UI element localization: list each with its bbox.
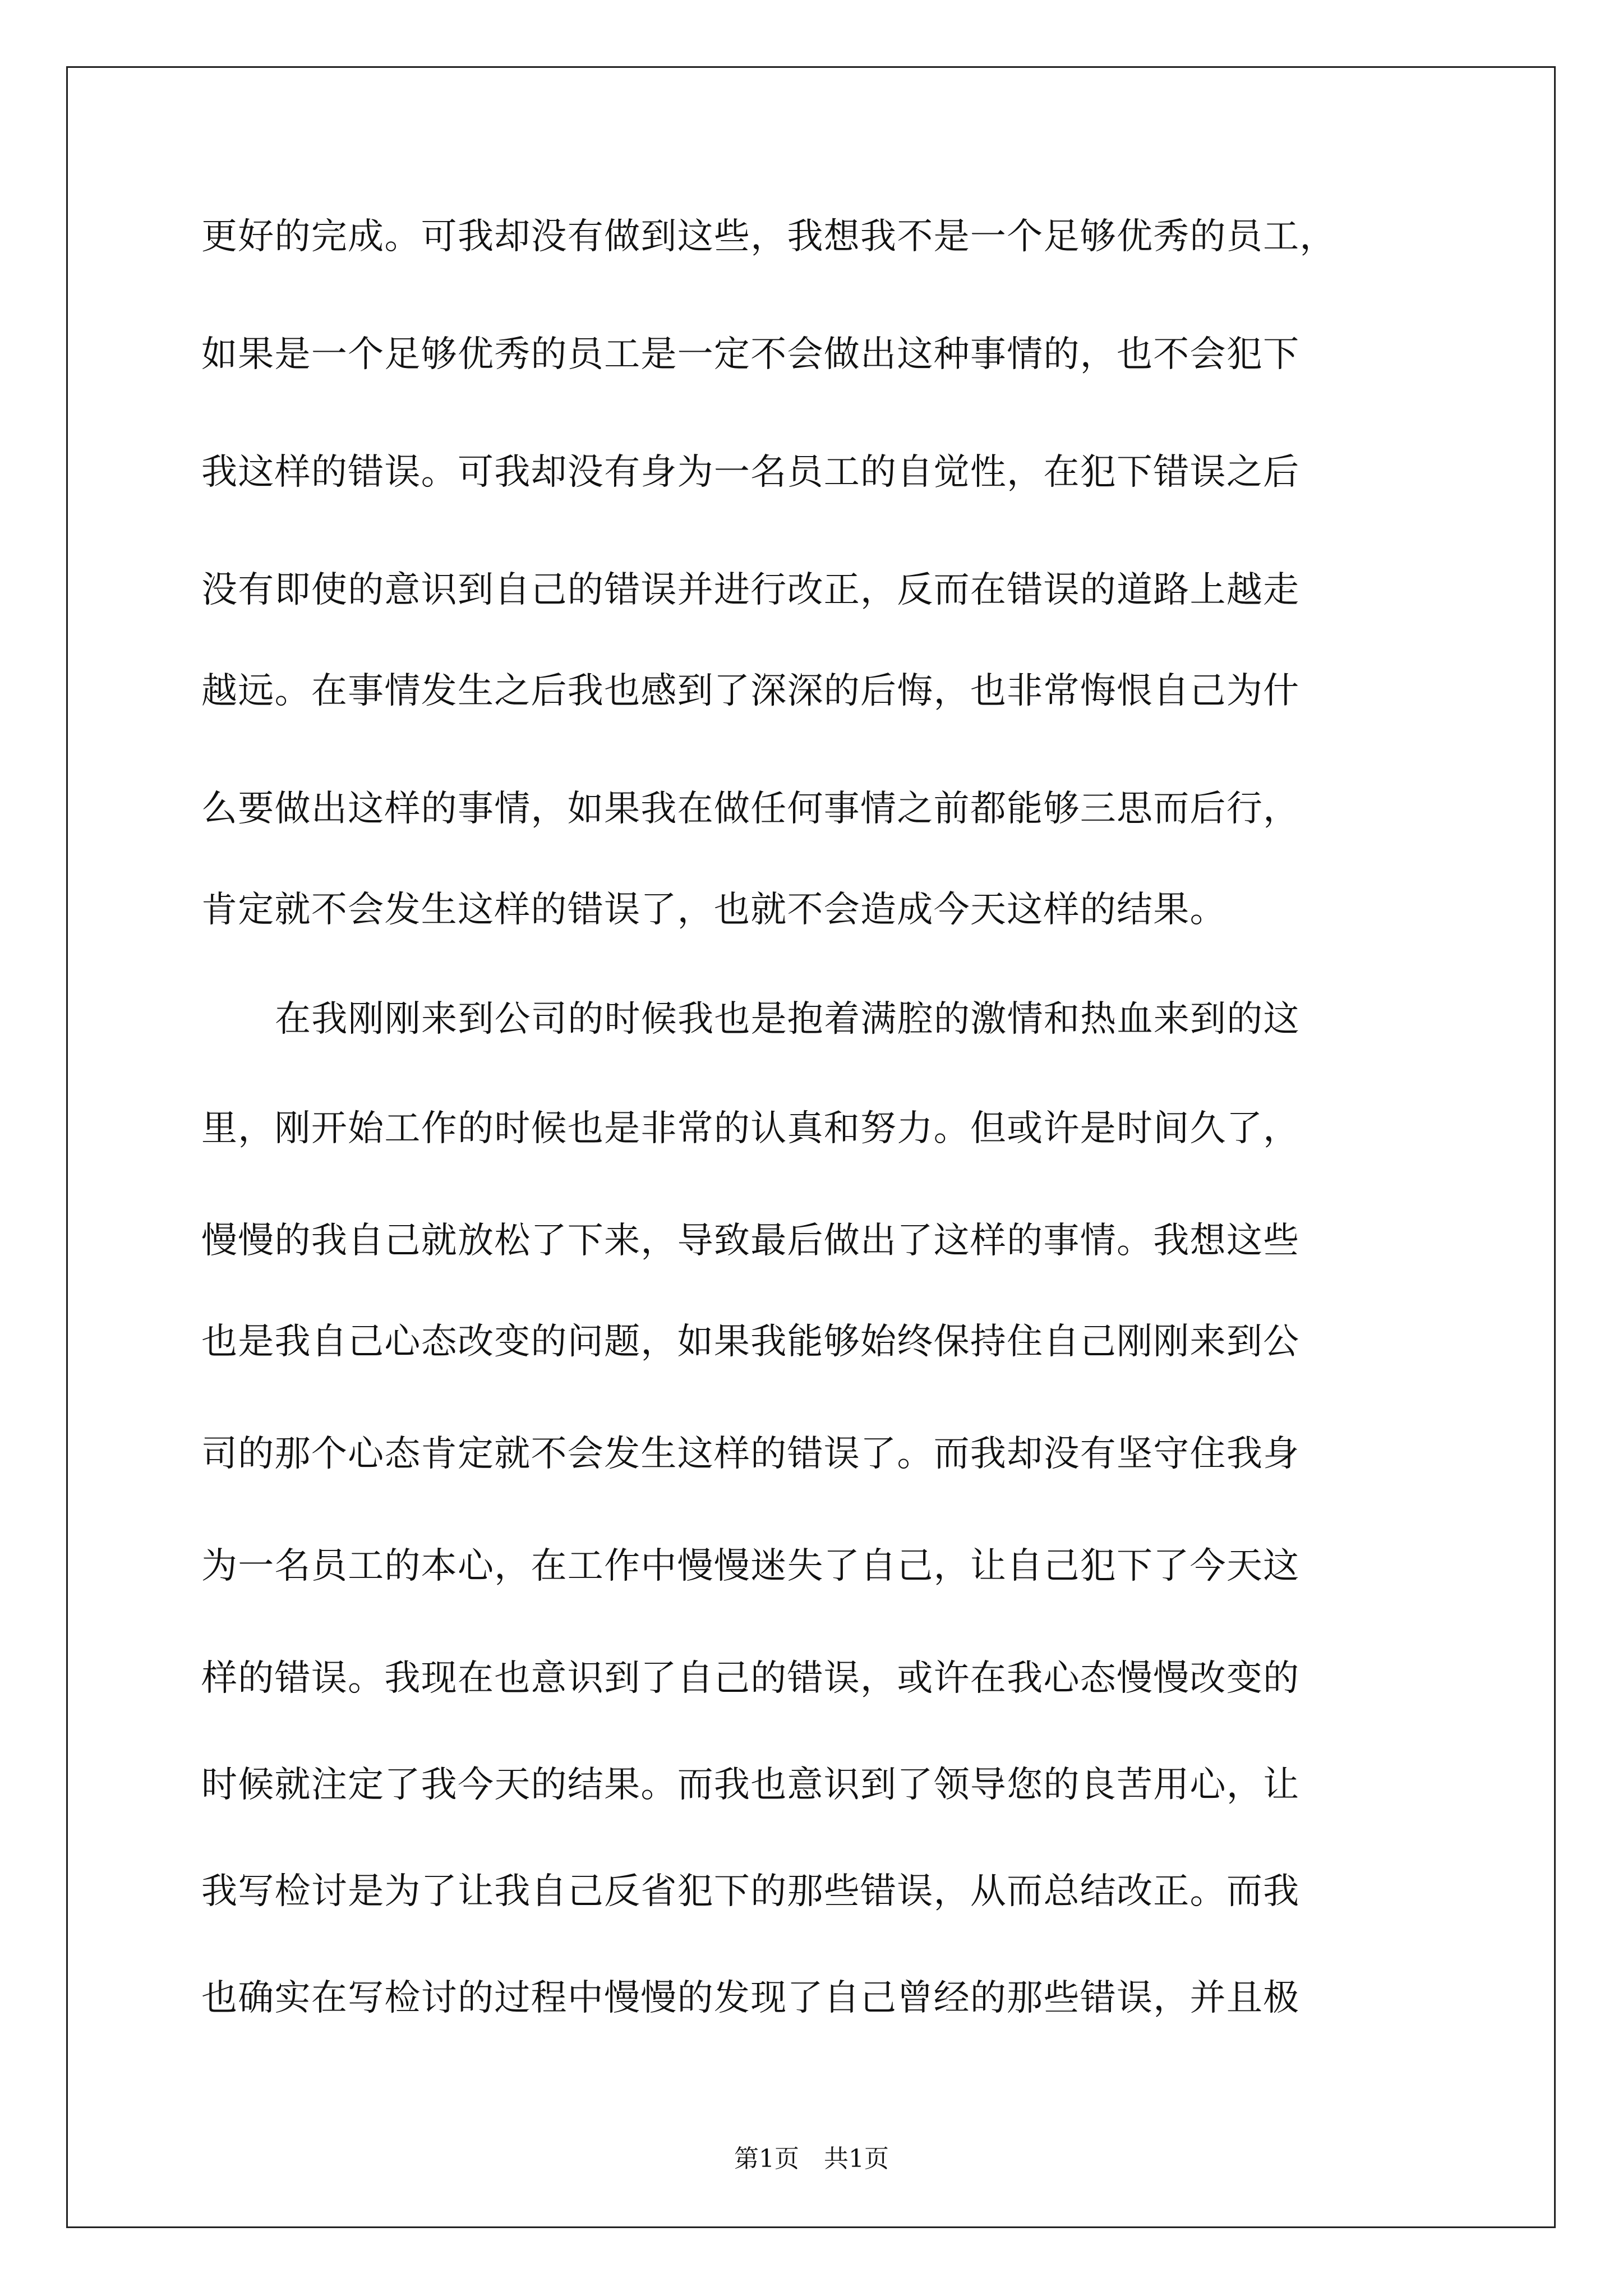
body-text-line: 我写检讨是为了让我自己反省犯下的那些错误，从而总结改正。而我	[201, 1871, 1300, 1912]
body-text-line: 慢慢的我自己就放松了下来，导致最后做出了这样的事情。我想这些	[201, 1220, 1300, 1262]
body-text-line: 也是我自己心态改变的问题，如果我能够始终保持住自己刚刚来到公	[201, 1321, 1300, 1363]
body-text-line: 里，刚开始工作的时候也是非常的认真和努力。但或许是时间久了，	[201, 1108, 1300, 1149]
body-text-line: 我这样的错误。可我却没有身为一名员工的自觉性，在犯下错误之后	[201, 452, 1300, 493]
paragraph-start-line: 在我刚刚来到公司的时候我也是抱着满腔的激情和热血来到的这	[275, 999, 1300, 1040]
page-number-footer: 第1页 共1页	[734, 2145, 889, 2173]
body-text-line: 司的那个心态肯定就不会发生这样的错误了。而我却没有坚守住我身	[201, 1433, 1300, 1475]
body-text-line: 越远。在事情发生之后我也感到了深深的后悔，也非常悔恨自己为什	[201, 670, 1300, 712]
body-text-line: 如果是一个足够优秀的员工是一定不会做出这种事情的，也不会犯下	[201, 334, 1300, 375]
body-text-line: 样的错误。我现在也意识到了自己的错误，或许在我心态慢慢改变的	[201, 1658, 1300, 1699]
body-text-line: 时候就注定了我今天的结果。而我也意识到了领导您的良苦用心，让	[201, 1764, 1300, 1806]
body-text-line: 为一名员工的本心，在工作中慢慢迷失了自己，让自己犯下了今天这	[201, 1545, 1300, 1587]
body-text-line: 也确实在写检讨的过程中慢慢的发现了自己曾经的那些错误，并且极	[201, 1977, 1300, 2019]
body-text-line: 肯定就不会发生这样的错误了，也就不会造成今天这样的结果。	[201, 889, 1227, 931]
body-text-line: 么要做出这样的事情，如果我在做任何事情之前都能够三思而后行，	[201, 788, 1300, 830]
body-text-line: 没有即使的意识到自己的错误并进行改正，反而在错误的道路上越走	[201, 569, 1300, 611]
body-text-line: 更好的完成。可我却没有做到这些，我想我不是一个足够优秀的员工，	[201, 216, 1336, 257]
